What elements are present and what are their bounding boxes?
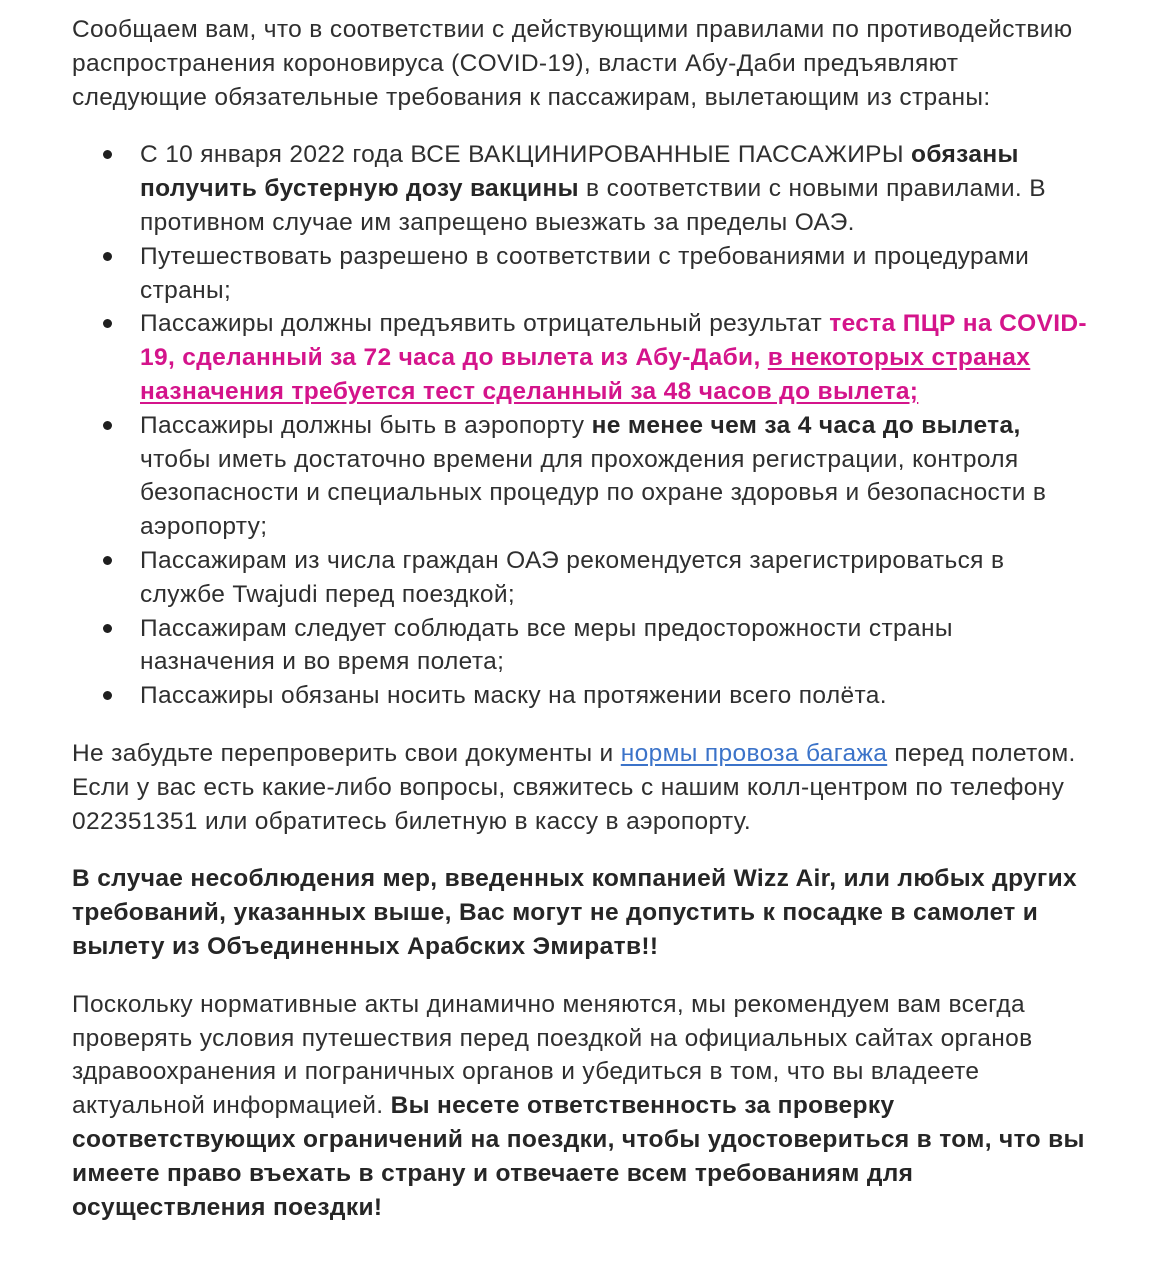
bullet-icon xyxy=(103,421,112,430)
requirement-text: С 10 января 2022 года ВСЕ ВАКЦИНИРОВАННЫЕ ПАССАЖИРЫ xyxy=(140,141,912,169)
closing-text: Поскольку нормативные акты динамично меняются, мы рекомендуем вам всегда проверять условия путешествия перед поездкой на официальных сайтах органов здравоохранения и пограничных органов и убедиться в том, что вы владеете актуальной информацией. xyxy=(72,990,1033,1120)
requirement-text: Пассажиры должны предъявить отрицательный результат xyxy=(140,310,830,338)
pcr-highlight: теста ПЦР на COVID-19, сделанный за 72 часа до вылета из Абу-Даби, xyxy=(140,310,1087,372)
baggage-rules-link[interactable]: нормы провоза багажа xyxy=(620,739,888,767)
list-item xyxy=(72,240,1094,308)
bullet-icon xyxy=(103,556,112,565)
requirement-bold: не менее чем за 4 часа до вылета, xyxy=(591,411,1021,439)
list-item xyxy=(72,544,1094,612)
list-item xyxy=(72,409,1094,544)
requirement-text: Пассажиры должны быть в аэропорту xyxy=(140,411,592,439)
closing-paragraph xyxy=(72,988,1094,1225)
pcr-highlight-underlined: в некоторых странах назначения требуется тест сделанный за 48 часов до вылета; xyxy=(140,344,1031,405)
intro-paragraph: Сообщаем вам, что в соответствии с действующими правилами по противодействию распространения короновируса (COVID-19), власти Абу-Даби предъявляют следующие обязательные требования к пассажирам, вылетающим из страны: xyxy=(72,16,1073,111)
list-item xyxy=(72,307,1094,408)
bullet-icon xyxy=(103,252,112,261)
closing-bold: Вы несете ответственность за проверку соответствующих ограничений на поездки, чтобы удостовериться в том, что вы имеете право въехать в страну и отвечаете всем требованиям для осуществления поездки! xyxy=(72,1092,1085,1221)
list-item xyxy=(72,679,1094,713)
requirement-text: Пассажирам из числа граждан ОАЭ рекомендуется зарегистрироваться в службе Twajudi перед поездкой; xyxy=(140,546,1005,608)
documents-paragraph xyxy=(72,737,1094,838)
bullet-icon xyxy=(103,319,112,328)
requirement-bold: обязаны получить бустерную дозу вакцины xyxy=(140,141,1019,203)
list-item xyxy=(72,138,1094,239)
bullet-icon xyxy=(103,150,112,159)
warning-paragraph: В случае несоблюдения мер, введенных компанией Wizz Air, или любых других требований, указанных выше, Вас могут не допустить к посадке в самолет и вылету из Объединенных Арабских Эмиратв!! xyxy=(72,865,1077,960)
bullet-icon xyxy=(103,691,112,700)
documents-text: Не забудьте перепроверить свои документы и xyxy=(72,739,621,767)
requirements-list xyxy=(72,138,1094,713)
requirement-text: Пассажиры обязаны носить маску на протяжении всего полёта. xyxy=(140,682,887,710)
bullet-icon xyxy=(103,624,112,633)
requirement-text: Пассажирам следует соблюдать все меры предосторожности страны назначения и во время полета; xyxy=(140,614,953,676)
list-item xyxy=(72,612,1094,680)
requirement-text: Путешествовать разрешено в соответствии с требованиями и процедурами страны; xyxy=(140,242,1030,304)
requirement-text: чтобы иметь достаточно времени для прохождения регистрации, контроля безопасности и специальных процедур по охране здоровья и безопасности в аэропорту; xyxy=(140,445,1047,541)
requirement-text: в соответствии с новыми правилами. В противном случае им запрещено выезжать за пределы ОАЭ. xyxy=(140,175,1046,236)
documents-text: перед полетом. Если у вас есть какие-либо вопросы, свяжитесь с нашим колл-центром по телефону 022351351 или обратитесь билетную в кассу в аэропорту. xyxy=(72,739,1076,835)
